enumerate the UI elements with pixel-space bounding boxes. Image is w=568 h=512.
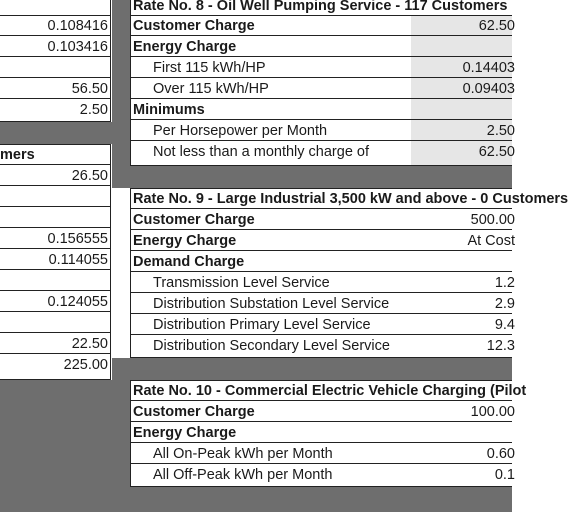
table-title: mers	[0, 147, 35, 163]
table-row	[0, 37, 110, 57]
table-row	[131, 121, 515, 141]
rate-value: At Cost	[467, 233, 515, 249]
rate-value: 0.1	[494, 467, 515, 483]
row-label: Distribution Primary Level Service	[153, 317, 371, 333]
table-row	[131, 423, 512, 443]
rate-8-table	[130, 0, 515, 166]
table-title: Rate No. 9 - Large Industrial 3,500 kW and above - 0 Customers	[133, 191, 568, 207]
gutter-left-bottom	[0, 380, 130, 512]
table-row	[0, 58, 110, 78]
rate-value: 100.00	[470, 404, 515, 420]
rate-10-table	[130, 380, 527, 487]
row-label: All Off-Peak kWh per Month	[153, 467, 333, 483]
table-title-row	[0, 145, 110, 165]
table-row	[131, 315, 515, 335]
gutter-left-mid	[0, 122, 130, 144]
rate-value: 9.4	[494, 317, 515, 333]
rate-value: 0.60	[486, 446, 515, 462]
table-row	[131, 37, 512, 57]
rate-value: 2.50	[79, 102, 108, 118]
rate-value: 500.00	[470, 212, 515, 228]
table-row	[131, 294, 515, 314]
row-label: Customer Charge	[133, 404, 255, 420]
row-label: Per Horsepower per Month	[153, 123, 328, 139]
rate-value: 225.00	[63, 357, 108, 373]
row-label: First 115 kWh/HP	[153, 60, 266, 76]
table-row	[0, 100, 110, 121]
rate-value: 2.9	[494, 296, 515, 312]
rate-value: 1.2	[494, 275, 515, 291]
table-title-row	[131, 189, 568, 209]
table-row	[131, 336, 515, 357]
table-row	[131, 444, 515, 464]
row-label: Energy Charge	[133, 233, 237, 249]
row-label: Transmission Level Service	[153, 275, 330, 291]
rate-value: 22.50	[71, 336, 108, 352]
row-label: All On-Peak kWh per Month	[153, 446, 333, 462]
table-row	[0, 334, 110, 354]
table-title: Rate No. 10 - Commercial Electric Vehicle Charging (Pilot	[133, 383, 527, 399]
table-row	[131, 231, 515, 251]
table-row	[131, 142, 515, 165]
table-row	[131, 210, 515, 230]
table-row	[0, 79, 110, 99]
left-bottom-table	[0, 144, 111, 380]
gutter-bottom	[112, 487, 512, 512]
rate-value: 0.124055	[47, 294, 108, 310]
table-row	[0, 355, 110, 379]
rate-9-table	[130, 188, 568, 358]
table-row	[131, 252, 512, 272]
table-row	[0, 166, 110, 186]
rate-value: 0.114055	[48, 252, 108, 268]
row-label: Distribution Substation Level Service	[153, 296, 390, 312]
table-title-row	[131, 0, 512, 16]
rate-value: 0.156555	[47, 231, 108, 247]
row-label: Energy Charge	[133, 39, 237, 55]
row-label: Customer Charge	[133, 18, 255, 34]
table-row	[0, 229, 110, 249]
row-label: Over 115 kWh/HP	[153, 81, 269, 97]
rate-value: 0.103416	[47, 39, 108, 55]
row-label: Minimums	[133, 102, 205, 118]
rate-value: 0.09403	[462, 81, 515, 97]
rate-value: 2.50	[486, 123, 515, 139]
rate-value: 0.108416	[47, 18, 108, 34]
table-row	[0, 16, 110, 36]
rate-value: 12.3	[486, 338, 515, 354]
rate-value: 0.14403	[462, 60, 515, 76]
left-top-table	[0, 0, 111, 122]
table-row	[131, 58, 515, 78]
rate-value: 62.50	[478, 144, 515, 160]
table-title: Rate No. 8 - Oil Well Pumping Service - 117 Customers	[133, 0, 508, 14]
row-label: Demand Charge	[133, 254, 245, 270]
table-row	[131, 79, 515, 99]
table-row	[0, 292, 110, 312]
row-label: Distribution Secondary Level Service	[153, 338, 390, 354]
table-row	[0, 0, 110, 16]
rate-value: 62.50	[478, 18, 515, 34]
table-row	[0, 250, 110, 270]
row-label: Customer Charge	[133, 212, 255, 228]
table-row	[131, 16, 515, 36]
table-row	[131, 100, 512, 120]
row-label: Not less than a monthly charge of	[153, 144, 370, 160]
row-label: Energy Charge	[133, 425, 237, 441]
table-row	[0, 187, 110, 207]
table-row	[131, 465, 515, 486]
gutter-between-9-10	[112, 358, 512, 380]
table-row	[0, 271, 110, 291]
table-row	[0, 313, 110, 333]
table-title-row	[131, 381, 527, 401]
rate-value: 26.50	[71, 168, 108, 184]
rate-value: 56.50	[71, 81, 108, 97]
gutter-between-8-9	[112, 166, 512, 188]
table-row	[131, 402, 515, 422]
table-row	[131, 273, 515, 293]
table-row	[0, 208, 110, 228]
